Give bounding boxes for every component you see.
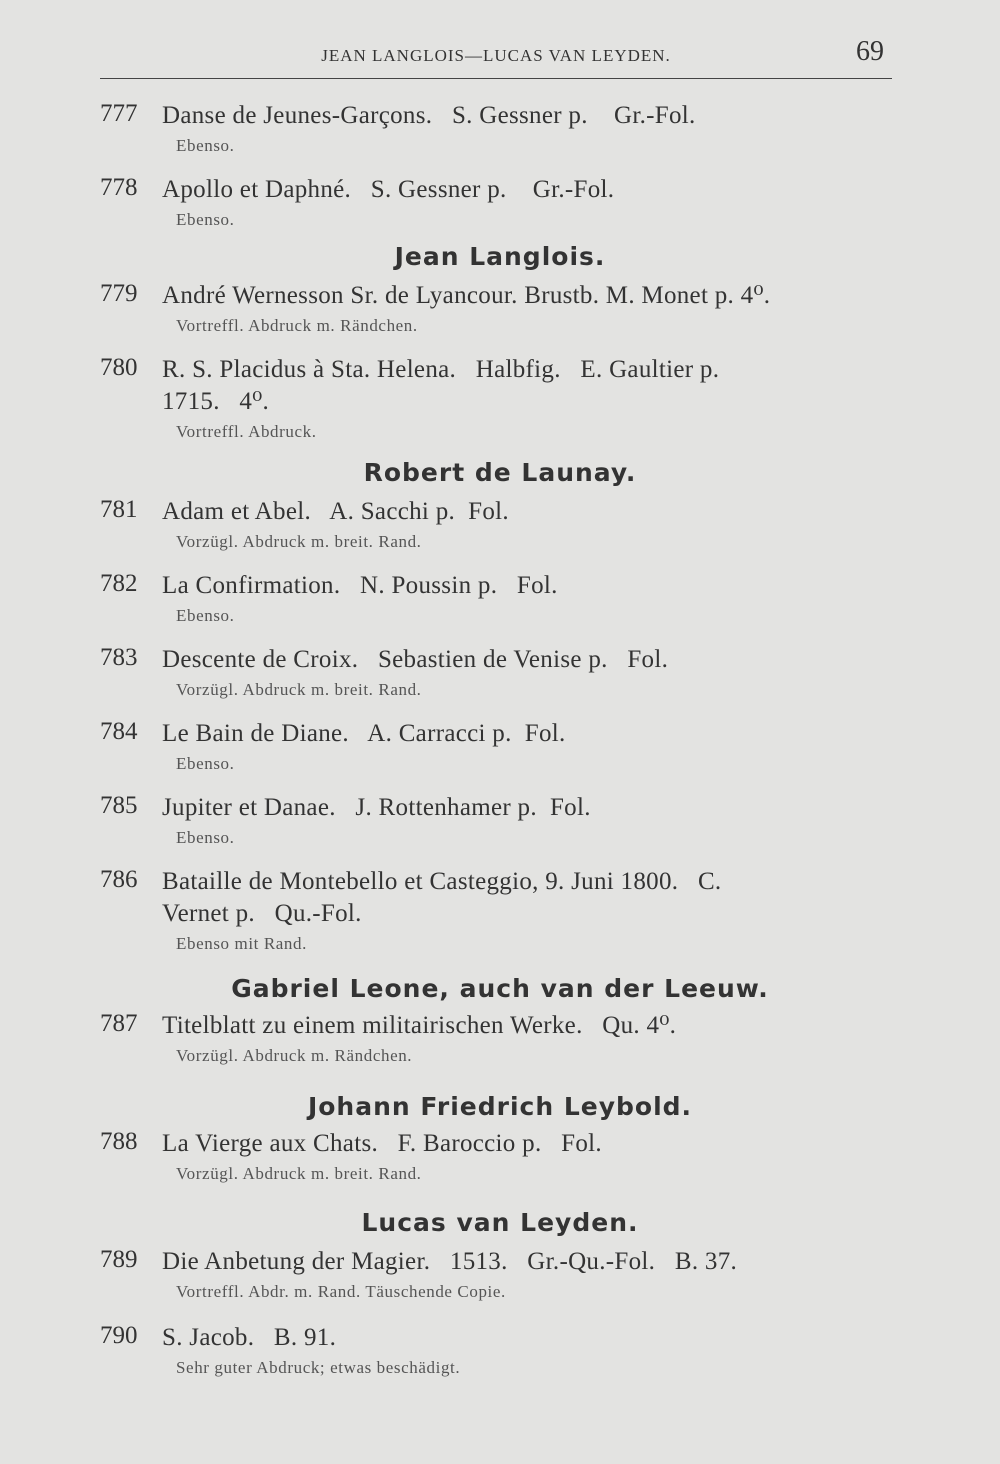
entry-title: Die Anbetung der Magier. 1513. Gr.-Qu.-Fol. B. 37.: [162, 1248, 738, 1275]
catalog-entry: [100, 100, 900, 158]
entry-number: 786: [100, 866, 138, 893]
entry-title: Descente de Croix. Sebastien de Venise p. Fol.: [162, 646, 669, 673]
catalog-entry: [100, 1246, 900, 1304]
entry-title: Apollo et Daphné. S. Gessner p. Gr.-Fol.: [162, 176, 615, 203]
catalog-entry: [100, 644, 900, 702]
catalog-entry: [100, 174, 900, 232]
entry-title: André Wernesson Sr. de Lyancour. Brustb. M. Monet p. 4⁰.: [162, 282, 771, 309]
section-heading: Johann Friedrich Leybold.: [307, 1092, 693, 1121]
entry-number: 788: [100, 1128, 138, 1155]
entry-title: Jupiter et Danae. J. Rottenhamer p. Fol.: [162, 794, 591, 821]
entry-note: Sehr guter Abdruck; etwas beschädigt.: [176, 1358, 461, 1377]
entry-title: Titelblatt zu einem militairischen Werke. Qu. 4⁰.: [162, 1012, 677, 1039]
entry-title: Danse de Jeunes-Garçons. S. Gessner p. Gr.-Fol.: [162, 102, 696, 129]
entry-number: 778: [100, 174, 138, 201]
entry-number: 783: [100, 644, 138, 671]
catalog-entry: [100, 1322, 900, 1380]
section-heading: Jean Langlois.: [394, 242, 606, 271]
entry-number: 782: [100, 570, 138, 597]
entry-note: Vortreffl. Abdruck.: [176, 422, 317, 441]
entry-number: 780: [100, 354, 138, 381]
section-heading: Gabriel Leone, auch van der Leeuw.: [231, 974, 769, 1003]
catalog-entry: [100, 570, 900, 628]
entry-note: Ebenso.: [176, 606, 235, 625]
page-header: [100, 36, 892, 79]
entry-note: Vorzügl. Abdruck m. breit. Rand.: [176, 1164, 422, 1183]
entry-title: La Vierge aux Chats. F. Baroccio p. Fol.: [162, 1130, 602, 1157]
entry-title: Le Bain de Diane. A. Carracci p. Fol.: [162, 720, 566, 747]
entry-note: Vortreffl. Abdr. m. Rand. Täuschende Copie.: [176, 1282, 506, 1301]
entry-number: 790: [100, 1322, 138, 1349]
entry-title: S. Jacob. B. 91.: [162, 1324, 337, 1351]
entry-note: Ebenso mit Rand.: [176, 934, 307, 953]
entry-number: 789: [100, 1246, 138, 1273]
entry-number: 785: [100, 792, 138, 819]
entry-note: Ebenso.: [176, 828, 235, 847]
entry-note: Vorzügl. Abdruck m. Rändchen.: [176, 1046, 413, 1065]
entry-note: Ebenso.: [176, 136, 235, 155]
section-heading: Lucas van Leyden.: [361, 1208, 639, 1237]
entry-note: Vortreffl. Abdruck m. Rändchen.: [176, 316, 418, 335]
catalog-entry: [100, 866, 900, 956]
entry-number: 779: [100, 280, 138, 307]
catalog-entry: [100, 718, 900, 776]
catalog-entry: [100, 1010, 900, 1068]
entry-note: Ebenso.: [176, 210, 235, 229]
catalog-entry: [100, 1128, 900, 1186]
entry-number: 777: [100, 100, 138, 127]
catalog-entry: [100, 496, 900, 554]
entry-note: Vorzügl. Abdruck m. breit. Rand.: [176, 532, 422, 551]
catalog-entry: [100, 280, 900, 338]
catalog-entry: [100, 354, 900, 444]
entry-title: Bataille de Montebello et Casteggio, 9. Juni 1800. C. Vernet p. Qu.-Fol.: [162, 868, 722, 927]
entry-title: R. S. Placidus à Sta. Helena. Halbfig. E. Gaultier p. 1715. 4⁰.: [162, 356, 720, 415]
entry-title: Adam et Abel. A. Sacchi p. Fol.: [162, 498, 509, 525]
entry-number: 787: [100, 1010, 138, 1037]
entry-title: La Confirmation. N. Poussin p. Fol.: [162, 572, 558, 599]
page-number: 69: [856, 36, 884, 67]
entry-number: 781: [100, 496, 138, 523]
entry-number: 784: [100, 718, 138, 745]
entry-note: Ebenso.: [176, 754, 235, 773]
running-head: JEAN LANGLOIS—LUCAS VAN LEYDEN.: [321, 46, 671, 65]
entry-note: Vorzügl. Abdruck m. breit. Rand.: [176, 680, 422, 699]
catalog-entry: [100, 792, 900, 850]
section-heading: Robert de Launay.: [363, 458, 637, 487]
